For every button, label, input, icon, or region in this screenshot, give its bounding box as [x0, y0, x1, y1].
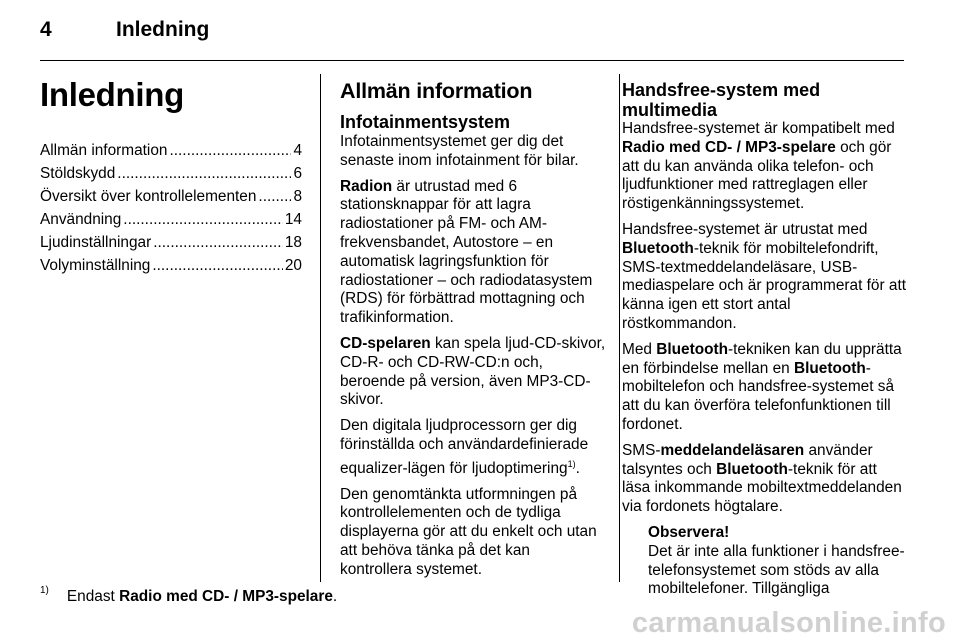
footnote: $^{1)}$ Endast Radio med CD- / MP3-spelare.	[40, 585, 338, 606]
note-box	[622, 524, 906, 599]
chapter-title: Inledning	[40, 76, 184, 113]
toc-leader	[169, 142, 291, 161]
footnote-ref[interactable]: 1)	[567, 458, 576, 469]
toc-entry[interactable]: Ljudinställningar ..... 18	[40, 234, 302, 257]
column-divider-2	[619, 74, 620, 582]
paragraph: Infotainmentsystemet ger dig det senaste inom infotainment för bilar.	[340, 133, 579, 169]
toc-leader	[123, 211, 283, 230]
general-info-column	[340, 80, 606, 587]
toc-entry[interactable]: Översikt över kontrollelementen ..... 8	[40, 188, 302, 211]
toc-leader	[258, 188, 291, 207]
toc-list	[40, 142, 302, 280]
toc-entry[interactable]: Allmän information ..... 4	[40, 142, 302, 165]
toc-leader	[153, 234, 283, 253]
section-heading: Allmän information	[340, 79, 533, 103]
paragraph: CD-spelaren kan spela ljud-CD-skivor, CD-R- och CD-RW-CD:n och, beroende på version, även MP3-CD-skivor.	[340, 334, 606, 409]
paragraph: Med Bluetooth-tekniken kan du upprätta en förbindelse mellan en Bluetooth-mobiltelefon och handsfree-systemet så att du kan överföra telefonfunktionen till fordonet.	[622, 340, 902, 433]
subsection-heading: Infotainmentsystem	[340, 112, 511, 132]
toc-entry[interactable]: Användning ..... 14	[40, 211, 302, 234]
paragraph: Radion är utrustad med 6 stationsknappar för att lagra radiostationer på FM- och AM-frekvensbandet, Autostore – en automatisk lagringsfunktion för radiostationer – och radiodatasystem (RDS) för förbättrad mottagning och trafikinformation.	[340, 177, 593, 327]
toc-column	[40, 76, 302, 280]
paragraph: SMS-meddelandeläsaren använder talsyntes och Bluetooth-teknik för att läsa inkommande mobiltextmeddelanden via fordonets högtalare.	[622, 441, 902, 516]
toc-entry[interactable]: Volyminställning ..... 20	[40, 257, 302, 280]
paragraph: Handsfree-systemet är utrustat med Bluetooth-teknik för mobiltelefondrift, SMS-textmeddelandeläsare, USB-mediaspelare och är programmerat för att känna igen ett stort antal röstkommandon.	[622, 220, 906, 332]
toc-entry[interactable]: Stöldskydd ..... 6	[40, 165, 302, 188]
paragraph: Handsfree-systemet är kompatibelt med Radio med CD- / MP3-spelare och gör att du kan använda olika telefon- och ljudfunktioner med rattreglagen eller röstigenkänningssystemet.	[622, 120, 895, 213]
section-heading: Handsfree-system med multimedia	[622, 80, 821, 120]
page-number: 4	[40, 18, 52, 41]
column-divider-1	[320, 74, 321, 582]
handsfree-column	[622, 80, 906, 599]
watermark: carmanualsonline.info	[631, 607, 946, 639]
note-title: Observera!	[648, 523, 730, 541]
toc-leader	[117, 165, 291, 184]
paragraph: Den genomtänkta utformningen på kontrollelementen och de tydliga displayerna gör att du enkelt och utan att behöva tänka på det kan kontrollera systemet.	[340, 485, 597, 578]
header-rule	[40, 60, 904, 61]
note-text: Det är inte alla funktioner i handsfree-telefonsystemet som stöds av alla mobiltelefoner. Tillgängliga	[648, 542, 905, 598]
header-title: Inledning	[116, 18, 210, 41]
footnote-marker: 1)	[40, 585, 49, 596]
toc-leader	[152, 257, 283, 276]
paragraph: Den digitala ljudprocessorn ger dig förinställda och användardefinierade equalizer-lägen för ljudoptimering$^{1)}$.	[340, 417, 589, 477]
